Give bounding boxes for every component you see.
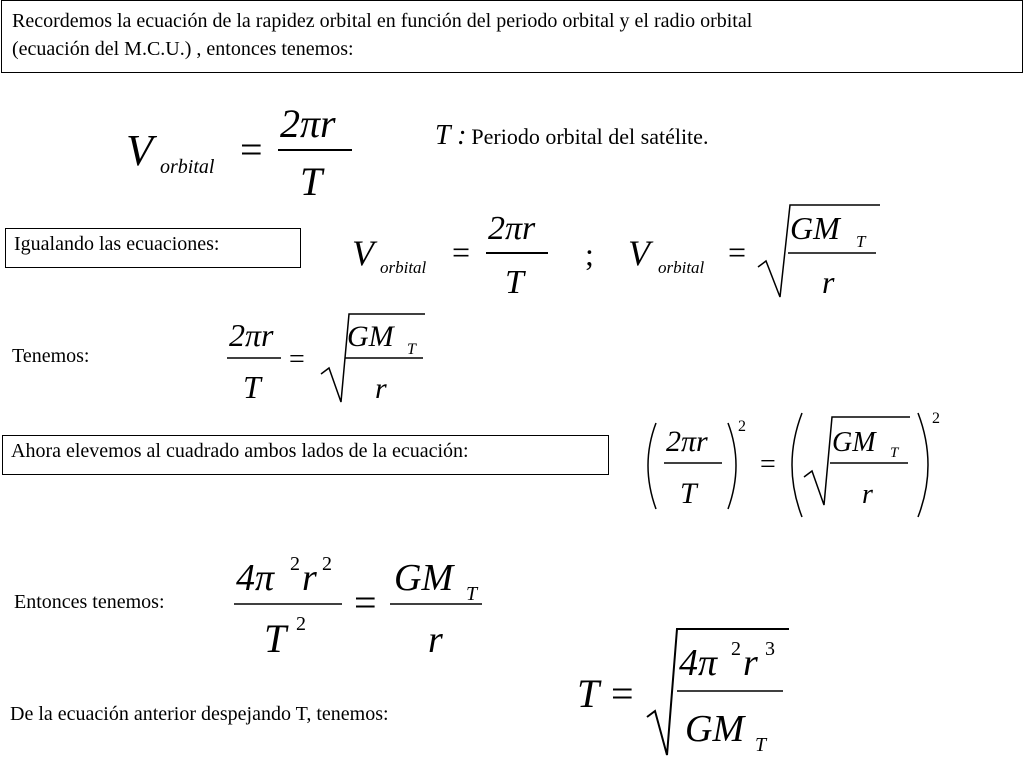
gm-numerator-right: GM bbox=[790, 210, 840, 246]
r-exponent: 2 bbox=[322, 553, 332, 575]
t-denominator: T bbox=[264, 616, 287, 661]
t-exponent: 2 bbox=[296, 613, 306, 635]
gm-numerator: GM bbox=[347, 320, 394, 353]
equation-entonces bbox=[230, 548, 500, 668]
orbital-subscript-left: orbital bbox=[380, 258, 427, 277]
sub-t: T bbox=[466, 583, 478, 605]
sub-t: T bbox=[890, 445, 899, 461]
numerator-2pir: 2πr bbox=[666, 425, 708, 458]
equation-squared bbox=[640, 405, 960, 525]
numerator-2pir-left: 2πr bbox=[488, 210, 536, 247]
equation-period bbox=[575, 625, 800, 761]
v-symbol-left: V bbox=[352, 233, 374, 273]
equals-sign: = bbox=[760, 449, 776, 480]
equals-sign: = bbox=[611, 671, 634, 716]
r-denominator: r bbox=[428, 619, 443, 661]
orbital-subscript-right: orbital bbox=[658, 258, 705, 277]
four-pi: 4π bbox=[679, 642, 718, 684]
denominator-t-left: T bbox=[505, 264, 524, 301]
r-denominator-right: r bbox=[822, 264, 835, 300]
numerator-2pir: 2πr bbox=[280, 101, 336, 146]
definition-symbol: T : bbox=[435, 120, 467, 151]
denominator-t: T bbox=[300, 159, 323, 204]
equation-tenemos bbox=[225, 312, 435, 412]
exponent-left: 2 bbox=[738, 418, 746, 435]
label-igualando: Igualando las ecuaciones: bbox=[5, 228, 301, 268]
label-entonces: Entonces tenemos: bbox=[14, 591, 165, 613]
r-denominator: r bbox=[862, 479, 873, 510]
orbital-subscript: orbital bbox=[160, 156, 215, 178]
intro-line-1: Recordemos la ecuación de la rapidez orbital en función del periodo orbital y el radio orbital bbox=[12, 10, 753, 32]
r-exponent: 3 bbox=[765, 638, 775, 660]
pi-exponent: 2 bbox=[290, 553, 300, 575]
paren-open-right bbox=[792, 413, 802, 517]
semicolon: ; bbox=[585, 236, 594, 272]
equals-sign: = bbox=[354, 580, 377, 625]
gm-numerator: GM bbox=[832, 427, 876, 458]
definition-text: Periodo orbital del satélite. bbox=[471, 124, 709, 149]
r-numerator: r bbox=[743, 642, 758, 684]
equation-equate bbox=[350, 205, 890, 305]
equals-sign-left: = bbox=[452, 234, 471, 270]
sub-t-right: T bbox=[856, 232, 866, 251]
paren-close-right bbox=[918, 413, 928, 517]
label-elevemos: Ahora elevemos al cuadrado ambos lados de la ecuación: bbox=[2, 435, 609, 475]
denominator-t: T bbox=[680, 477, 697, 510]
exponent-right: 2 bbox=[932, 410, 940, 427]
numerator-2pir: 2πr bbox=[229, 317, 274, 353]
equals-sign-right: = bbox=[728, 234, 747, 270]
equation-orbital-speed bbox=[120, 95, 380, 205]
period-definition bbox=[435, 118, 708, 153]
equals-sign: = bbox=[289, 344, 305, 375]
intro-box bbox=[1, 0, 1023, 73]
sub-t: T bbox=[755, 734, 767, 756]
paren-close-left bbox=[728, 423, 736, 509]
gm-denominator: GM bbox=[685, 708, 745, 750]
label-despejando: De la ecuación anterior despejando T, tenemos: bbox=[10, 703, 389, 725]
gm-numerator: GM bbox=[394, 557, 454, 599]
t-symbol: T bbox=[577, 671, 600, 716]
denominator-t: T bbox=[243, 369, 261, 405]
intro-line-2: (ecuación del M.C.U.) , entonces tenemos: bbox=[12, 38, 354, 60]
r-numerator: r bbox=[302, 557, 317, 599]
sub-t: T bbox=[407, 341, 416, 358]
r-denominator: r bbox=[375, 372, 387, 405]
equals-sign: = bbox=[240, 127, 263, 172]
paren-open-left bbox=[648, 423, 656, 509]
pi-exponent: 2 bbox=[731, 638, 741, 660]
label-tenemos: Tenemos: bbox=[12, 345, 90, 367]
v-symbol-right: V bbox=[628, 233, 650, 273]
four-pi: 4π bbox=[236, 557, 275, 599]
v-symbol: V bbox=[126, 126, 153, 175]
